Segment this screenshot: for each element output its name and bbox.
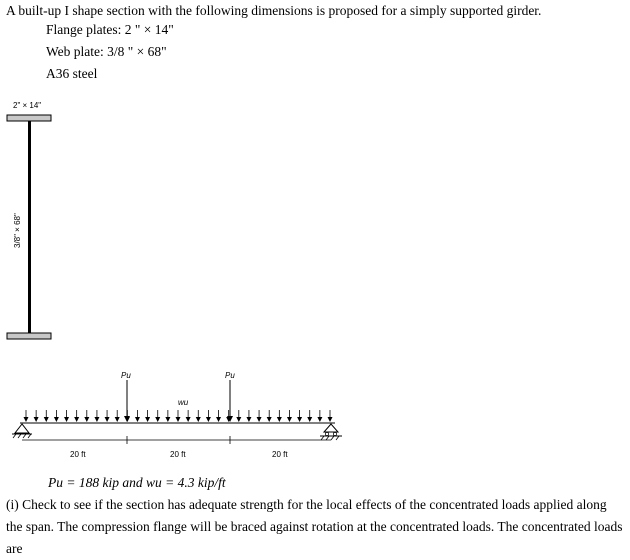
udl-arrow-head	[236, 417, 241, 422]
point-load-label-2: Pu	[225, 371, 235, 380]
pin-support-left	[12, 424, 32, 438]
udl-arrow-head	[165, 417, 170, 422]
question-text: (i) Check to see if the section has adequate strength for the local effects of the concentrated loads applied along the span. The compression flange will be braced against rotation at the concentrated loads. The concentrated loads are	[6, 497, 623, 556]
web-dimension-label: 3/8" × 68"	[13, 213, 22, 248]
steel-grade: A36 steel	[46, 66, 98, 81]
i-section-drawing	[7, 115, 51, 339]
udl-arrow-head	[105, 417, 110, 422]
udl-arrow-head	[54, 417, 59, 422]
load-values: Pu = 188 kip and wu = 4.3 kip/ft	[48, 475, 226, 490]
udl-arrow-head	[287, 417, 292, 422]
udl-arrow-head	[64, 417, 69, 422]
roller-support-right	[320, 424, 342, 440]
point-load-arrow-1	[124, 380, 130, 422]
udl-arrow-head	[115, 417, 120, 422]
udl-arrow-head	[216, 417, 221, 422]
udl-arrow-head	[267, 417, 272, 422]
span-dimension-line	[22, 436, 331, 444]
udl-arrow-head	[317, 417, 322, 422]
udl-arrow-head	[145, 417, 150, 422]
udl-arrow-head	[74, 417, 79, 422]
distributed-load-arrows	[24, 410, 333, 422]
point-load-label-1: Pu	[121, 371, 131, 380]
udl-arrow-head	[94, 417, 99, 422]
udl-arrow-head	[246, 417, 251, 422]
udl-arrow-head	[176, 417, 181, 422]
udl-arrow-head	[135, 417, 140, 422]
udl-arrow-head	[277, 417, 282, 422]
udl-arrow-head	[307, 417, 312, 422]
udl-arrow-head	[186, 417, 191, 422]
udl-arrow-head	[155, 417, 160, 422]
udl-arrow-head	[24, 417, 29, 422]
problem-intro: A built-up I shape section with the following dimensions is proposed for a simply supported girder.	[6, 3, 542, 18]
udl-arrow-head	[84, 417, 89, 422]
udl-arrow-head	[328, 417, 333, 422]
udl-arrow-head	[297, 417, 302, 422]
udl-arrow-head	[44, 417, 49, 422]
span-label-3: 20 ft	[272, 450, 288, 459]
span-label-2: 20 ft	[170, 450, 186, 459]
flange-dimension-label: 2" × 14"	[13, 101, 42, 110]
udl-arrow-head	[34, 417, 39, 422]
beam-diagram	[12, 380, 342, 444]
udl-arrow-head	[257, 417, 262, 422]
udl-arrow-head	[206, 417, 211, 422]
udl-arrow-head	[196, 417, 201, 422]
span-label-1: 20 ft	[70, 450, 86, 459]
web-plate-spec: Web plate: 3/8 " × 68"	[46, 44, 167, 59]
flange-plate-spec: Flange plates: 2 " × 14"	[46, 22, 174, 37]
point-load-arrow-2	[227, 380, 233, 422]
distributed-load-label: wu	[178, 398, 189, 407]
